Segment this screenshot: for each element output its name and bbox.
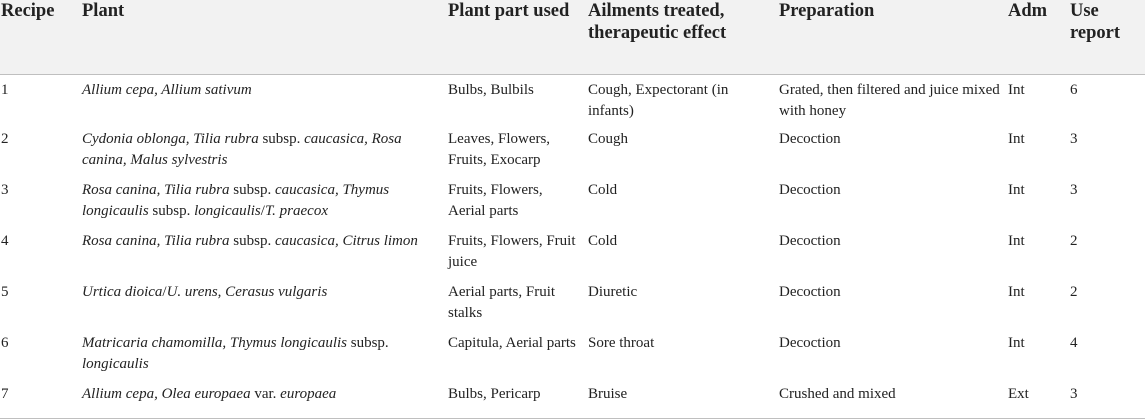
header-plant-part: Plant part used: [448, 1, 570, 21]
cell-recipe: 5: [1, 284, 9, 300]
cell-preparation: Decoction: [779, 335, 841, 351]
cell-adm: Int: [1008, 335, 1025, 351]
header-preparation: Preparation: [779, 1, 875, 21]
plant-name-qualifier: /: [162, 284, 167, 300]
cell-use-report: 2: [1070, 233, 1078, 249]
cell-recipe: 2: [1, 131, 9, 147]
cell-recipe: 6: [1, 335, 9, 351]
cell-preparation: Decoction: [779, 182, 841, 198]
cell-plant: [78, 176, 444, 227]
plant-name-italic: Urtica dioica: [82, 284, 163, 300]
cell-adm: Int: [1008, 182, 1025, 198]
cell-adm: Int: [1008, 284, 1025, 300]
cell-plant-part: Capitula, Aerial parts: [448, 335, 576, 351]
cell-preparation: Crushed and mixed: [779, 386, 896, 402]
plant-name-qualifier: subsp.: [258, 131, 305, 147]
cell-adm: Ext: [1008, 386, 1029, 402]
plant-name-qualifier: var.: [250, 386, 281, 402]
cell-ailments: Bruise: [588, 386, 628, 402]
cell-ailments: Cold: [588, 182, 618, 198]
cell-plant-part: Bulbs, Pericarp: [448, 386, 541, 402]
cell-plant: [78, 125, 444, 176]
header-plant: Plant: [82, 1, 125, 21]
cell-recipe: 4: [1, 233, 9, 249]
cell-use-report: 3: [1070, 182, 1078, 198]
plant-name-italic: caucasica, Thymus longicaulis: [82, 182, 390, 219]
cell-adm: Int: [1008, 81, 1025, 98]
cell-ailments: Cough, Expectorant (in infants): [588, 81, 729, 119]
plant-name-italic: Matricaria chamomilla, Thymus longicaulis: [82, 335, 347, 351]
plant-name-italic: Allium cepa, Allium sativum: [82, 81, 252, 98]
cell-plant: [78, 329, 444, 380]
plant-name-italic: caucasica, Rosa canina, Malus sylvestris: [82, 131, 402, 168]
table-row: [0, 278, 1145, 329]
header-use-report: Use report: [1070, 1, 1120, 43]
cell-ailments: Cough: [588, 131, 629, 147]
plant-name-italic: Rosa canina, Tilia rubra: [82, 182, 230, 198]
cell-use-report: 6: [1070, 81, 1078, 98]
table-row: [0, 380, 1145, 418]
cell-plant-part: Aerial parts, Fruit stalks: [448, 284, 556, 321]
cell-use-report: 4: [1070, 335, 1078, 351]
plant-name-qualifier: subsp.: [148, 203, 195, 219]
plant-name-qualifier: /: [260, 203, 265, 219]
plant-name-qualifier: subsp.: [229, 233, 275, 249]
plant-name-italic: Rosa canina, Tilia rubra: [82, 233, 230, 249]
header-ailments: Ailments treated, therapeutic effect: [588, 1, 727, 43]
cell-use-report: 3: [1070, 386, 1078, 402]
table-header-row: [0, 0, 1145, 74]
cell-plant-part: Fruits, Flowers, Fruit juice: [448, 233, 576, 270]
cell-use-report: 3: [1070, 131, 1078, 147]
cell-ailments: Cold: [588, 233, 618, 249]
cell-ailments: Diuretic: [588, 284, 638, 300]
header-adm: Adm: [1008, 1, 1048, 21]
plant-name-qualifier: subsp.: [347, 335, 389, 351]
cell-adm: Int: [1008, 233, 1025, 249]
plant-name-italic: Allium cepa, Olea europaea: [82, 386, 251, 402]
cell-ailments: Sore throat: [588, 335, 655, 351]
plant-name-italic: U. urens, Cerasus vulgaris: [166, 284, 328, 300]
table-row: [0, 176, 1145, 227]
table-row: [0, 227, 1145, 278]
table-row: [0, 125, 1145, 176]
plant-name-italic: caucasica, Citrus limon: [274, 233, 418, 249]
cell-plant: [78, 74, 444, 125]
cell-plant: [78, 227, 444, 278]
plant-name-italic: Cydonia oblonga, Tilia rubra: [82, 131, 259, 147]
table-row: [0, 74, 1145, 125]
plant-name-italic: T. praecox: [264, 203, 328, 219]
cell-preparation: Decoction: [779, 131, 841, 147]
cell-plant-part: Fruits, Flowers, Aerial parts: [448, 182, 543, 219]
plant-name-italic: longicaulis: [82, 356, 149, 372]
cell-preparation: Grated, then filtered and juice mixed with honey: [779, 81, 1000, 119]
cell-plant: [78, 380, 444, 418]
table-row: [0, 329, 1145, 380]
plant-name-italic: europaea: [280, 386, 337, 402]
cell-plant-part: Leaves, Flowers, Fruits, Exocarp: [448, 131, 551, 168]
cell-recipe: 3: [1, 182, 9, 198]
cell-recipe: 7: [1, 386, 9, 402]
cell-adm: Int: [1008, 131, 1025, 147]
cell-preparation: Decoction: [779, 284, 841, 300]
header-recipe: Recipe: [1, 1, 55, 21]
plant-name-qualifier: subsp.: [229, 182, 275, 198]
cell-use-report: 2: [1070, 284, 1078, 300]
cell-recipe: 1: [1, 81, 9, 98]
cell-plant: [78, 278, 444, 329]
plant-name-italic: longicaulis: [194, 203, 261, 219]
cell-plant-part: Bulbs, Bulbils: [448, 81, 534, 98]
cell-preparation: Decoction: [779, 233, 841, 249]
